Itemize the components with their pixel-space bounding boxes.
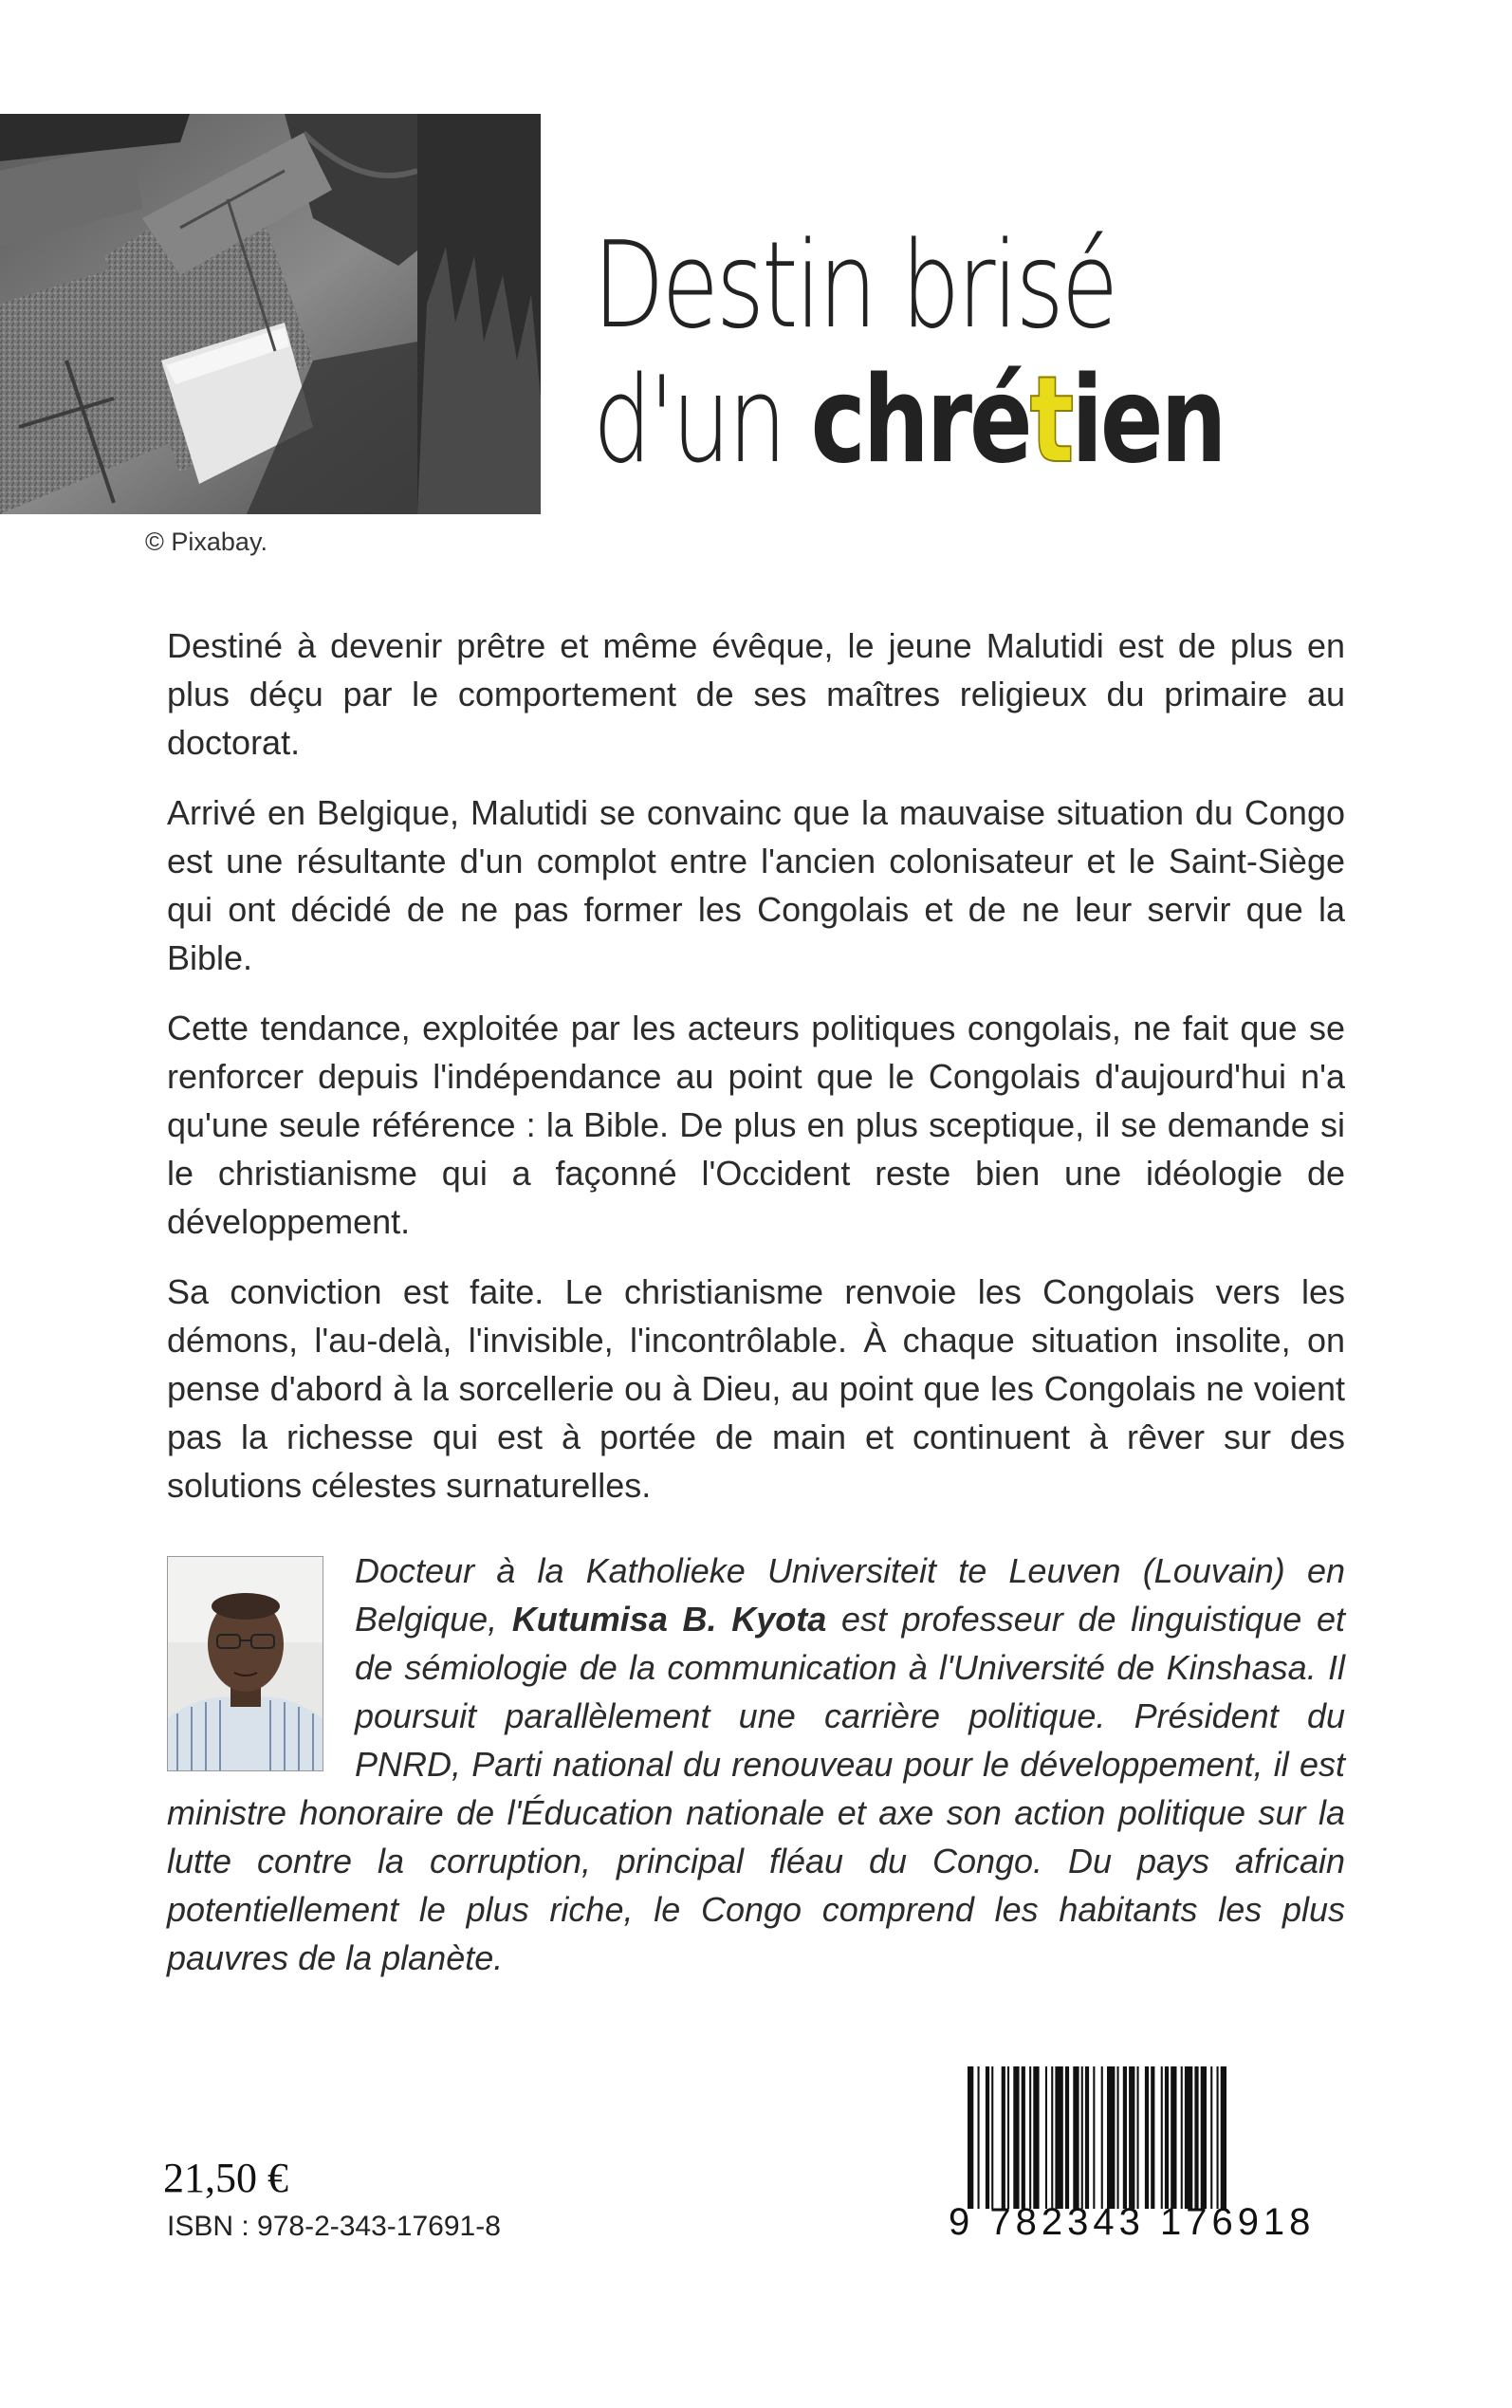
barcode-bar (1210, 2066, 1212, 2209)
author-name: Kutumisa B. Kyota (511, 1600, 827, 1639)
barcode-bar (1221, 2066, 1226, 2209)
title-bold-start: chré (810, 350, 1030, 490)
barcode-bar (1129, 2066, 1134, 2209)
blurb-paragraph: Arrivé en Belgique, Malutidi se convainc que la mauvaise situation du Congo est une résultante d'un complot entre l'ancien colonisateur et le Saint-Siège qui ont décidé de ne pas former les Congolais et de ne leur servir que la Bible. (167, 793, 1345, 977)
blurb-paragraph: Cette tendance, exploitée par les acteurs politiques congolais, ne fait que se renforcer depuis l'indépendance au point que le Congolais d'aujourd'hui n'a qu'une seule référence : la Bible. De plus en plus sceptique, il se demande si le christianisme qui a façonné l'Occident reste bien une idéologie de développement. (167, 1009, 1345, 1241)
barcode-bar (1002, 2066, 1005, 2209)
barcode-bar (1045, 2066, 1047, 2209)
barcode-bar (1137, 2066, 1139, 2209)
barcode-bar (1093, 2066, 1095, 2209)
barcode-bar (1055, 2066, 1062, 2209)
bio-rest: est professeur de linguistique et de sémiologie de la communication à l'Université de Kinshasa. Il poursuit parallèlement une carrière politique. Président du PNRD, Parti national du renouveau pour le développement, il est ministre honoraire de l'Éducation nationale et axe son action politique sur la lutte contre la corruption, principal fléau du Congo. Du pays africain potentiellement le plus riche, le Congo comprend les habitants les plus pauvres de la planète. (167, 1600, 1346, 1977)
barcode-bar (1033, 2066, 1039, 2209)
barcode-bar (986, 2066, 989, 2209)
barcode-bar (1065, 2066, 1069, 2209)
blurb-paragraph: Destiné à devenir prêtre et même évêque, le jeune Malutidi est de plus en plus déçu par le comportement de ses maîtres religieux du primaire au doctorat. (167, 626, 1345, 762)
barcode-bar (1165, 2066, 1169, 2209)
barcode-bar (1151, 2066, 1154, 2209)
barcode-bar (1201, 2066, 1207, 2209)
barcode-bar (1161, 2066, 1163, 2209)
barcode-bar (1145, 2066, 1149, 2209)
barcode-bar (1029, 2066, 1031, 2209)
barcode-bar (1081, 2066, 1083, 2209)
barcode-bar (968, 2066, 973, 2209)
barcode-bar (1051, 2066, 1053, 2209)
title-bold-end: ien (1071, 350, 1225, 490)
author-bio (167, 1547, 1345, 1982)
isbn: ISBN : 978-2-343-17691-8 (167, 2211, 501, 2242)
barcode-bar (978, 2066, 980, 2209)
barcode-bar (1107, 2066, 1115, 2209)
barcode-bar (991, 2066, 993, 2209)
photo-credit: © Pixabay. (145, 528, 267, 556)
title-line-1: Destin brisé (593, 215, 1116, 355)
bio-intro: Docteur à la Katholieke Universiteit te Leuven (Louvain) en Belgique, (355, 1551, 1345, 1639)
barcode-bar (1073, 2066, 1079, 2209)
barcode-bar (1217, 2066, 1219, 2209)
barcode-digits: 9 782343 176918 (949, 2201, 1316, 2243)
barcode-bar (1013, 2066, 1019, 2209)
barcode-bar (1101, 2066, 1103, 2209)
barcode-bar (1185, 2066, 1192, 2209)
photo-wrap-spacer (167, 1547, 355, 1784)
book-title (593, 215, 1475, 490)
barcode-bar (1022, 2066, 1025, 2209)
blurb-paragraph: Sa conviction est faite. Le christianisme renvoie les Congolais vers les démons, l'au-delà, l'invisible, l'incontrôlable. À chaque situation insolite, on pense d'abord à la sorcellerie ou à Dieu, au point que les Congolais ne voient pas la richesse qui est à portée de main et continuent à rêver sur des solutions célestes surnaturelles. (167, 1272, 1345, 1505)
barcode-bar (1117, 2066, 1119, 2209)
back-cover-blurb (167, 621, 1345, 1531)
barcode-bar (1194, 2066, 1198, 2209)
title-cross-letter: t (1029, 350, 1072, 490)
title-line-2 (593, 350, 1281, 490)
barcode-bar (1181, 2066, 1183, 2209)
cover-photo-broken-cross (0, 114, 541, 514)
barcode-bar (1171, 2066, 1176, 2209)
barcode-bar (1007, 2066, 1009, 2209)
barcode-bar (1085, 2066, 1089, 2209)
barcode-bar (1123, 2066, 1127, 2209)
price: 21,50 € (163, 2155, 288, 2201)
title-prefix: d'un (593, 350, 811, 490)
